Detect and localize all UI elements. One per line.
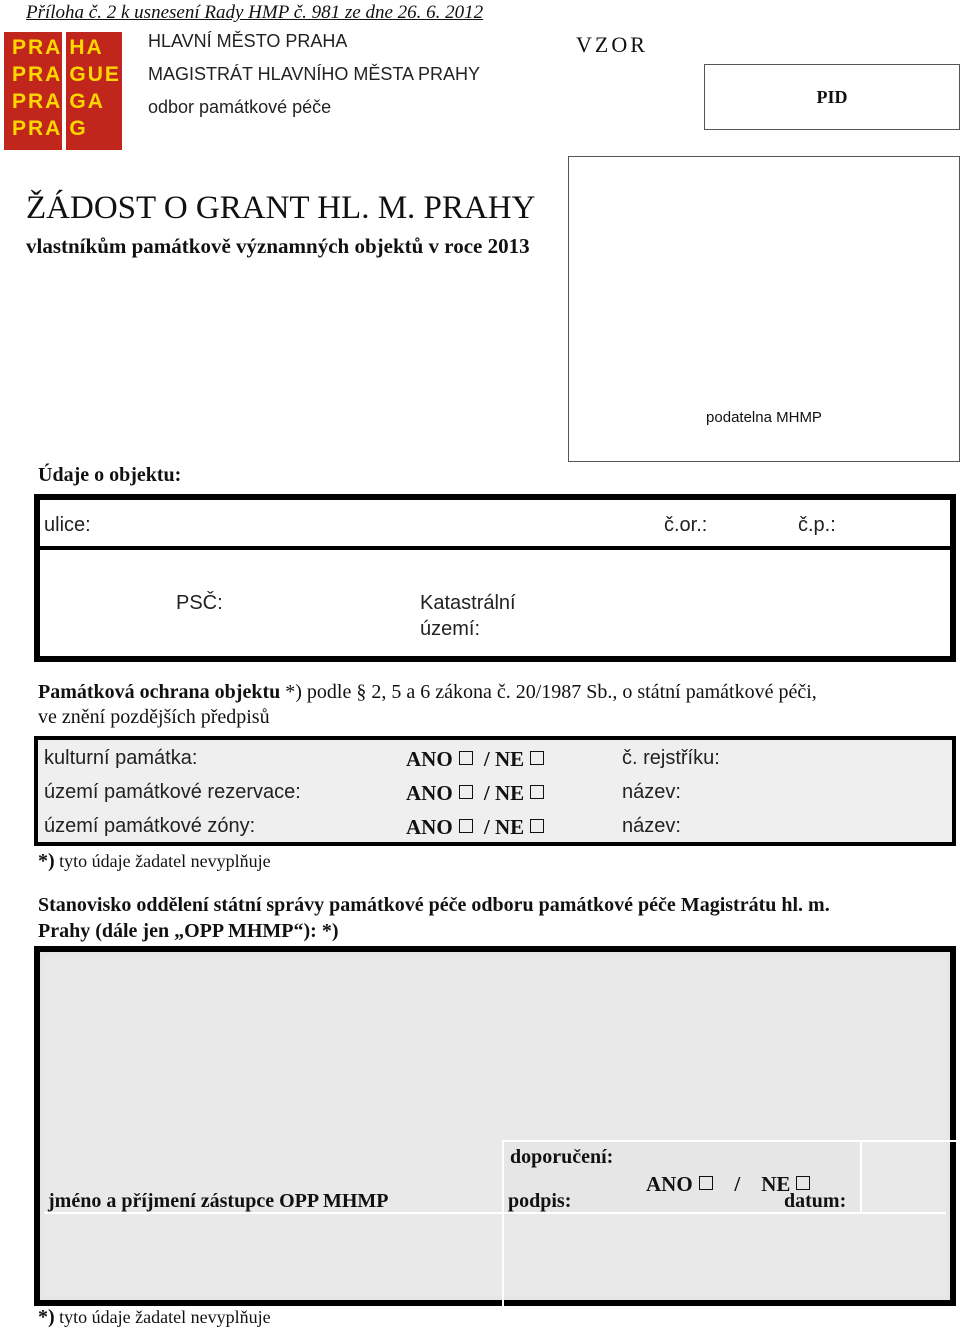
- descriptive-number-label: č.p.:: [798, 514, 836, 536]
- reserve-name-label: název:: [622, 781, 681, 803]
- pid-field[interactable]: [704, 64, 960, 130]
- protection-table: [34, 736, 956, 846]
- yes-checkbox[interactable]: [459, 751, 473, 765]
- postal-code-label: PSČ:: [176, 592, 223, 614]
- prague-logo: [4, 32, 122, 150]
- protection-row-monument: [38, 742, 952, 776]
- no-checkbox[interactable]: [530, 785, 544, 799]
- no-label: NE: [495, 747, 525, 771]
- logo-line-2: PRA GUE: [12, 63, 121, 86]
- yes-label: ANO: [406, 815, 453, 839]
- no-checkbox[interactable]: [796, 1176, 810, 1190]
- yes-label: ANO: [646, 1172, 693, 1196]
- cadastral-label-line2: území:: [420, 618, 481, 640]
- signature-row: [44, 1190, 946, 1306]
- protection-row-label: území památkové rezervace:: [44, 781, 301, 803]
- protection-row-reserve: [38, 776, 952, 810]
- no-checkbox[interactable]: [530, 751, 544, 765]
- registry-stamp-box: [568, 156, 960, 462]
- object-data-table: [34, 494, 956, 662]
- yes-no-choice[interactable]: [406, 815, 550, 849]
- protection-row-zone: [38, 810, 952, 844]
- orientation-number-label: č.or.:: [664, 514, 708, 536]
- logo-line-4: PRA G: [12, 117, 88, 140]
- applicant-note: [38, 850, 271, 873]
- no-checkbox[interactable]: [530, 819, 544, 833]
- signature-label: podpis:: [508, 1190, 572, 1212]
- pid-label: PID: [816, 86, 848, 107]
- applicant-note-bottom: [38, 1306, 271, 1329]
- date-label: datum:: [784, 1190, 847, 1212]
- opinion-text-area[interactable]: [44, 956, 946, 1296]
- opinion-section-title: [38, 892, 956, 944]
- registry-stamp-label: podatelna MHMP: [706, 409, 822, 426]
- no-label: NE: [495, 815, 525, 839]
- yes-checkbox[interactable]: [699, 1176, 713, 1190]
- cadastral-label-line1: Katastrální: [420, 592, 516, 614]
- logo-line-3: PRA GA: [12, 90, 105, 113]
- note-asterisk: *): [38, 1306, 55, 1328]
- org-line-city: HLAVNÍ MĚSTO PRAHA: [148, 31, 348, 51]
- address-row: [40, 500, 950, 550]
- note-asterisk: *): [38, 850, 55, 872]
- recommendation-side-cell: [860, 1140, 956, 1212]
- separator: /: [734, 1172, 741, 1196]
- separator: /: [483, 747, 490, 771]
- street-label: ulice:: [44, 514, 91, 536]
- protection-title-bold: Památková ochrana objektu: [38, 681, 281, 703]
- register-number-label: č. rejstříku:: [622, 747, 720, 769]
- attachment-note: Příloha č. 2 k usnesení Rady HMP č. 981 ze dne 26. 6. 2012: [26, 2, 484, 23]
- recommendation-label: doporučení:: [510, 1146, 614, 1168]
- representative-name-label: jméno a příjmení zástupce OPP MHMP: [48, 1190, 389, 1212]
- sample-label: VZOR: [576, 32, 648, 57]
- yes-label: ANO: [406, 781, 453, 805]
- logo-line-1: PRA HA: [12, 36, 104, 59]
- protection-row-label: území památkové zóny:: [44, 815, 256, 837]
- protection-title-line2: ve znění pozdějších předpisů: [38, 706, 270, 728]
- page-subtitle: vlastníkům památkově významných objektů v roce 2013: [26, 234, 530, 258]
- protection-row-label: kulturní památka:: [44, 747, 198, 769]
- separator: /: [483, 815, 490, 839]
- note-text: tyto údaje žadatel nevyplňuje: [59, 851, 271, 871]
- protection-title-law: *) podle § 2, 5 a 6 zákona č. 20/1987 Sb., o státní památkové péči,: [285, 681, 817, 703]
- object-section-title: Údaje o objektu:: [38, 464, 182, 486]
- org-line-department: odbor památkové péče: [148, 97, 332, 117]
- note-text: tyto údaje žadatel nevyplňuje: [59, 1307, 271, 1327]
- no-label: NE: [495, 781, 525, 805]
- zone-name-label: název:: [622, 815, 681, 837]
- no-label: NE: [761, 1172, 791, 1196]
- yes-checkbox[interactable]: [459, 819, 473, 833]
- yes-checkbox[interactable]: [459, 785, 473, 799]
- opinion-title-line2: Prahy (dále jen „OPP MHMP“): *): [38, 920, 339, 942]
- separator: /: [483, 781, 490, 805]
- signature-divider: [502, 1214, 504, 1306]
- opinion-box: [34, 946, 956, 1306]
- org-line-magistrate: MAGISTRÁT HLAVNÍHO MĚSTA PRAHY: [148, 64, 481, 84]
- yes-label: ANO: [406, 747, 453, 771]
- opinion-title-line1: Stanovisko oddělení státní správy památkové péče odboru památkové péče Magistrátu hl. m.: [38, 894, 830, 916]
- page-title: ŽÁDOST O GRANT HL. M. PRAHY: [26, 190, 536, 226]
- protection-section-title: [38, 680, 950, 730]
